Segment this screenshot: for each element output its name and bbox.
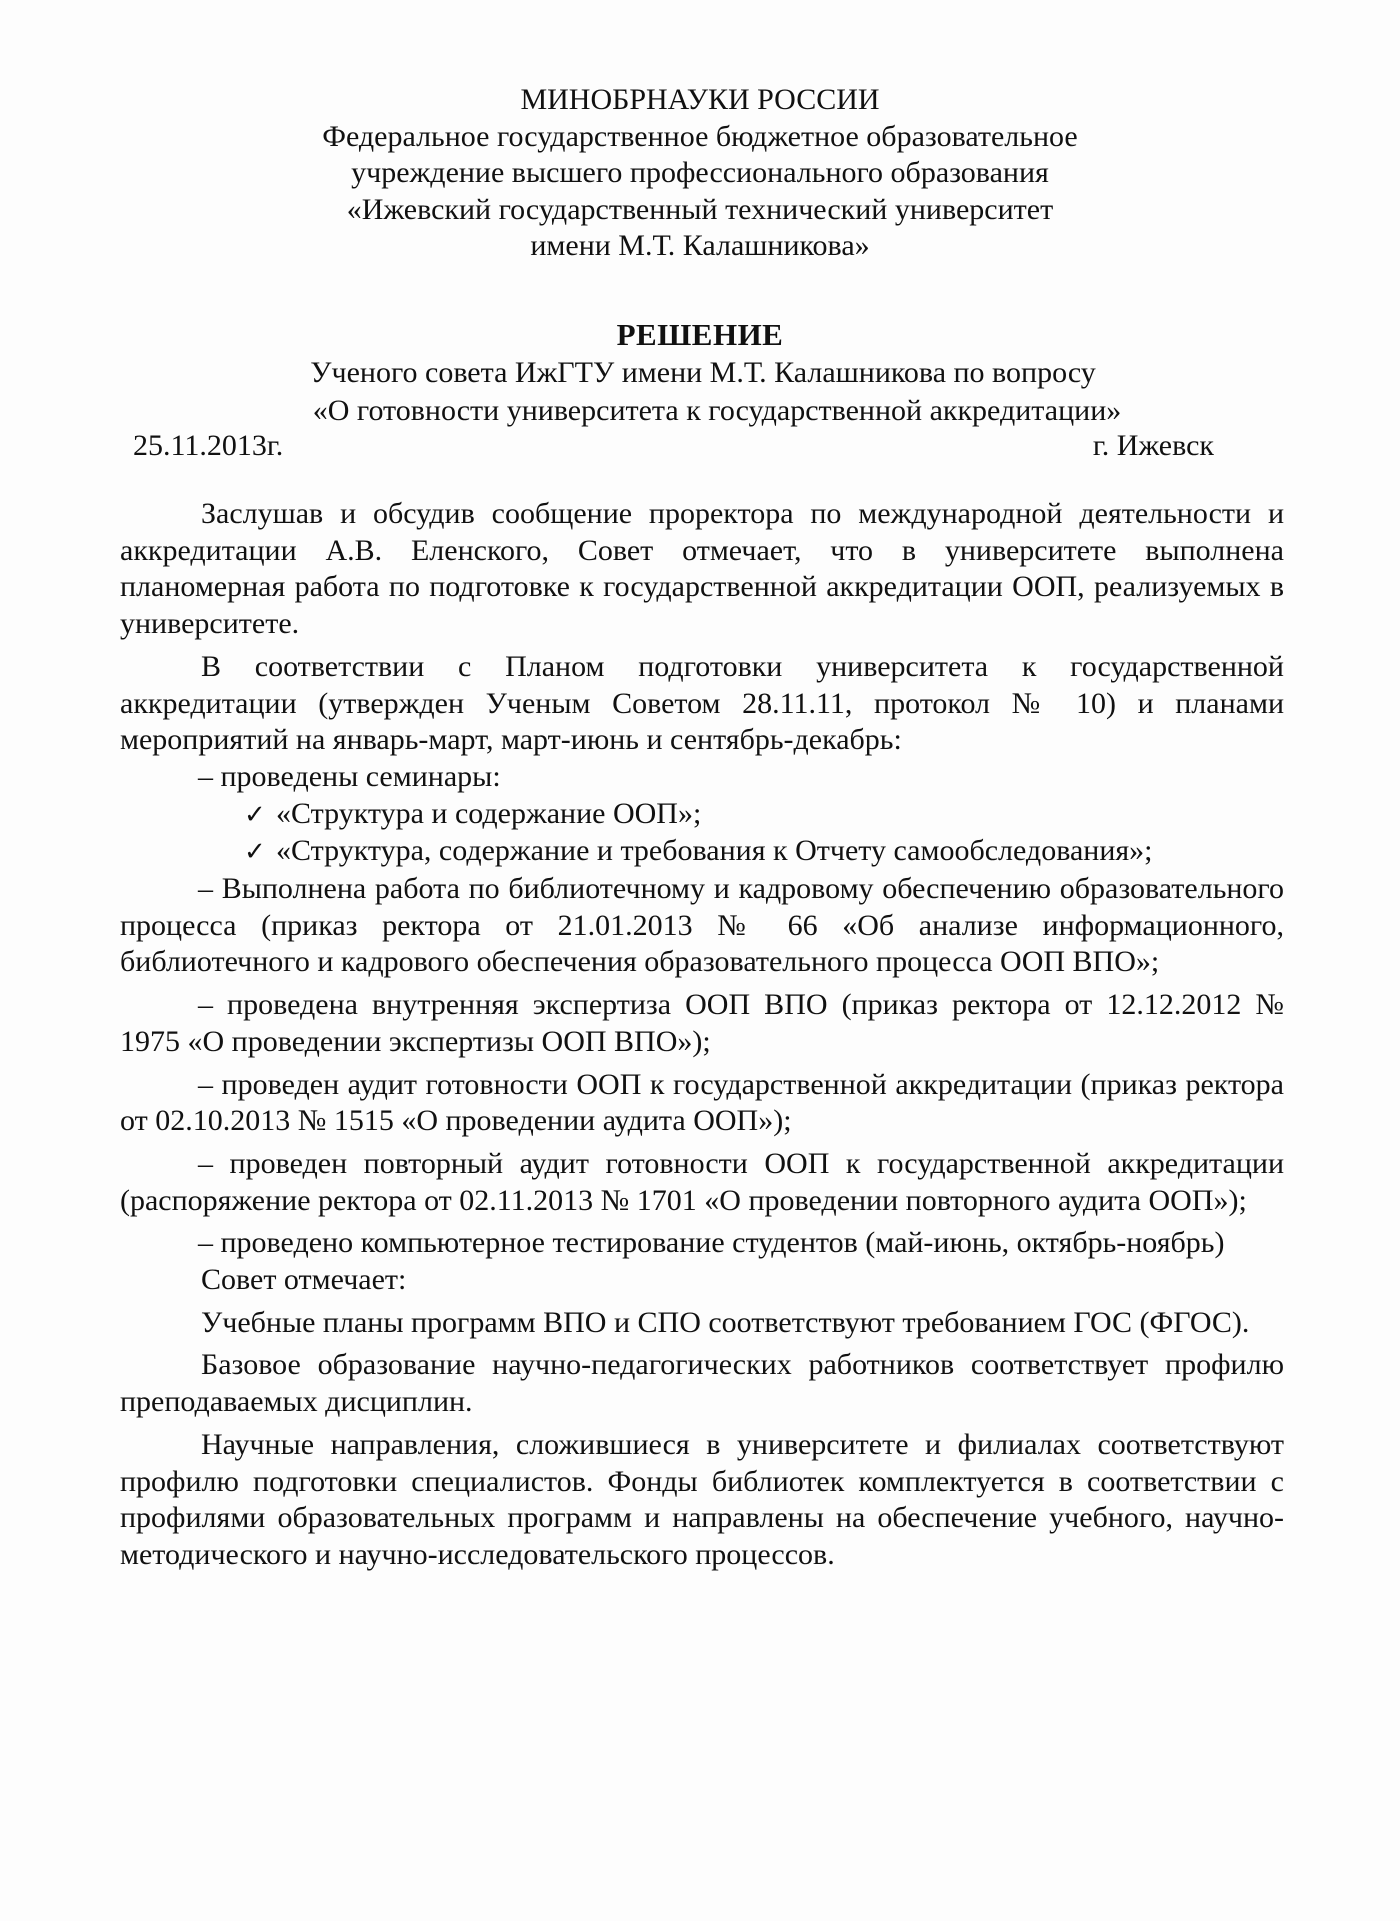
document-title: РЕШЕНИЕ [616, 317, 784, 352]
checklist-item-text: «Структура и содержание ООП»; [276, 796, 702, 830]
checkmark-icon: ✓ [244, 799, 266, 830]
checklist-item-text: «Структура, содержание и требования к Отчету самообследования»; [276, 834, 1153, 868]
paragraph-plan: В соответствии с Планом подготовки университета к государственной аккредитации (утвержден Ученым Советом 28.11.11, протокол № 10) и планами мероприятий на январь-март, март-июнь и сентябрь-декабрь: [120, 649, 1284, 757]
ministry-name: МИНОБРНАУКИ РОССИИ [520, 83, 880, 116]
paragraph-staff-education: Базовое образование научно-педагогических работников соответствует профилю преподаваемых дисциплин. [120, 1348, 1284, 1419]
document-header [0, 82, 1400, 265]
institution-line-1: Федеральное государственное бюджетное образовательное [322, 119, 1078, 153]
institution-line-2: учреждение высшего профессионального образования [351, 156, 1049, 189]
list-item-audit: – проведен аудит готовности ООП к государственной аккредитации (приказ ректора от 02.10.2013 № 1515 «О проведении аудита ООП»); [120, 1067, 1284, 1138]
document-city: г. Ижевск [1092, 429, 1214, 462]
institution-line-3: «Ижевский государственный технический университет [346, 192, 1054, 226]
document-date: 25.11.2013г. [133, 429, 284, 462]
paragraph-intro: Заслушав и обсудив сообщение проректора по международной деятельности и аккредитации А.В. Еленского, Совет отмечает, что в университете выполнена планомерная работа по подготовке к государственной аккредитации ООП, реализуемых в университете. [120, 497, 1284, 641]
list-item-repeat-audit: – проведен повторный аудит готовности ООП к государственной аккредитации (распоряжение ректора от 02.11.2013 № 1701 «О проведении повторного аудита ООП»); [120, 1146, 1284, 1217]
list-item-seminars: – проведены семинары: [198, 759, 501, 793]
paragraph-council-notes: Совет отмечает: [201, 1263, 407, 1297]
list-item-internal-expertise: – проведена внутренняя экспертиза ООП ВПО (приказ ректора от 12.12.2012 № 1975 «О проведении экспертизы ООП ВПО»); [120, 988, 1284, 1058]
document-subtitle [0, 354, 1400, 430]
checkmark-icon: ✓ [244, 837, 266, 868]
checklist-item-1 [120, 796, 1284, 834]
list-item-library-work: – Выполнена работа по библиотечному и кадровому обеспечению образовательного процесса (приказ ректора от 21.01.2013 № 66 «Об анализе информационного, библиотечного и кадрового обеспечения образовательного процесса ООП ВПО»; [120, 872, 1284, 979]
checklist-item-2 [120, 833, 1284, 871]
subtitle-line-2: «О готовности университета к государственной аккредитации» [312, 394, 1122, 427]
subtitle-line-1: Ученого совета ИжГТУ имени М.Т. Калашникова по вопросу [310, 356, 1096, 389]
list-item-testing: – проведено компьютерное тестирование студентов (май-июнь, октябрь-ноябрь) [198, 1226, 1225, 1260]
document-body [120, 496, 1284, 1574]
institution-line-4: имени М.Т. Калашникова» [530, 229, 870, 262]
paragraph-curricula: Учебные планы программ ВПО и СПО соответствуют требованием ГОС (ФГОС). [201, 1305, 1250, 1339]
paragraph-research: Научные направления, сложившиеся в университете и филиалах соответствуют профилю подготовки специалистов. Фонды библиотек комплектуется в соответствии с профилями образовательных программ и направлены на обеспечение учебного, научно-методического и научно-исследовательского процессов. [120, 1427, 1284, 1571]
